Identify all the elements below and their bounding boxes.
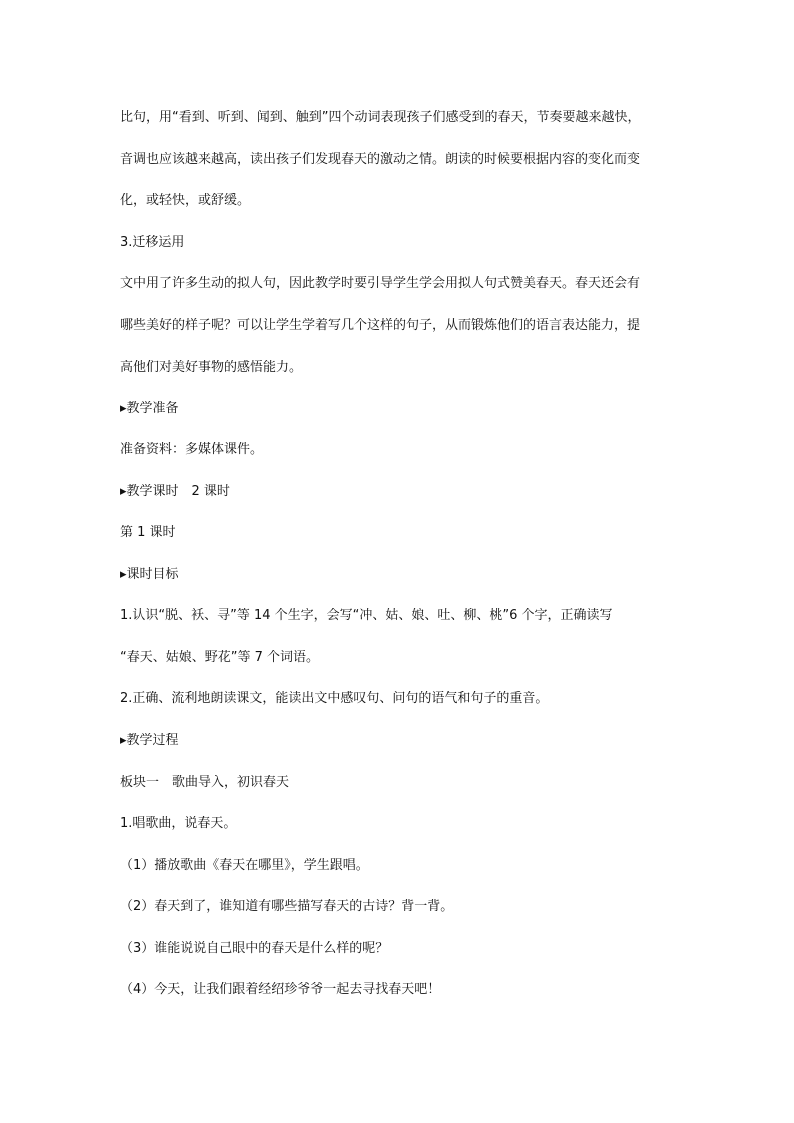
paragraph-line: 2.正确、流利地朗读课文，能读出文中感叹句、问句的语气和句子的重音。 [120, 691, 549, 706]
paragraph-line: 准备资料：多媒体课件。 [120, 442, 264, 457]
list-item: （3）谁能说说自己眼中的春天是什么样的呢？ [120, 941, 389, 956]
lesson-heading: 第 1 课时 [120, 525, 176, 540]
paragraph-line: 1.唱歌曲，说春天。 [120, 816, 237, 831]
list-item: （2）春天到了，谁知道有哪些描写春天的古诗？背一背。 [120, 899, 454, 914]
block-heading: 板块一 歌曲导入，初识春天 [120, 775, 290, 790]
section-heading: ▸教学课时 2 课时 [120, 484, 230, 499]
paragraph-line: 1.认识“脱、袄、寻”等 14 个生字，会写“冲、姑、娘、吐、柳、桃”6 个字，正确读写 [120, 608, 613, 623]
section-heading: ▸课时目标 [120, 567, 179, 582]
paragraph-line: 化，或轻快，或舒缓。 [120, 193, 251, 208]
paragraph-line: 高他们对美好事物的感悟能力。 [120, 360, 303, 375]
section-heading: 3.迁移运用 [120, 235, 185, 250]
section-heading: ▸教学过程 [120, 733, 179, 748]
list-item: （4）今天，让我们跟着经绍珍爷爷一起去寻找春天吧！ [120, 982, 441, 997]
paragraph-line: “春天、姑娘、野花”等 7 个词语。 [120, 650, 320, 665]
list-item: （1）播放歌曲《春天在哪里》，学生跟唱。 [120, 858, 369, 873]
paragraph-line: 文中用了许多生动的拟人句，因此教学时要引导学生学会用拟人句式赞美春天。春天还会有 [120, 276, 641, 291]
paragraph-line: 哪些美好的样子呢？可以让学生学着写几个这样的句子，从而锻炼他们的语言表达能力，提 [120, 318, 641, 333]
paragraph-line: 比句，用“看到、听到、闻到、触到”四个动词表现孩子们感受到的春天，节奏要越来越快， [120, 110, 641, 125]
paragraph-line: 音调也应该越来越高，读出孩子们发现春天的激动之情。朗读的时候要根据内容的变化而变 [120, 152, 641, 167]
section-heading: ▸教学准备 [120, 401, 179, 416]
